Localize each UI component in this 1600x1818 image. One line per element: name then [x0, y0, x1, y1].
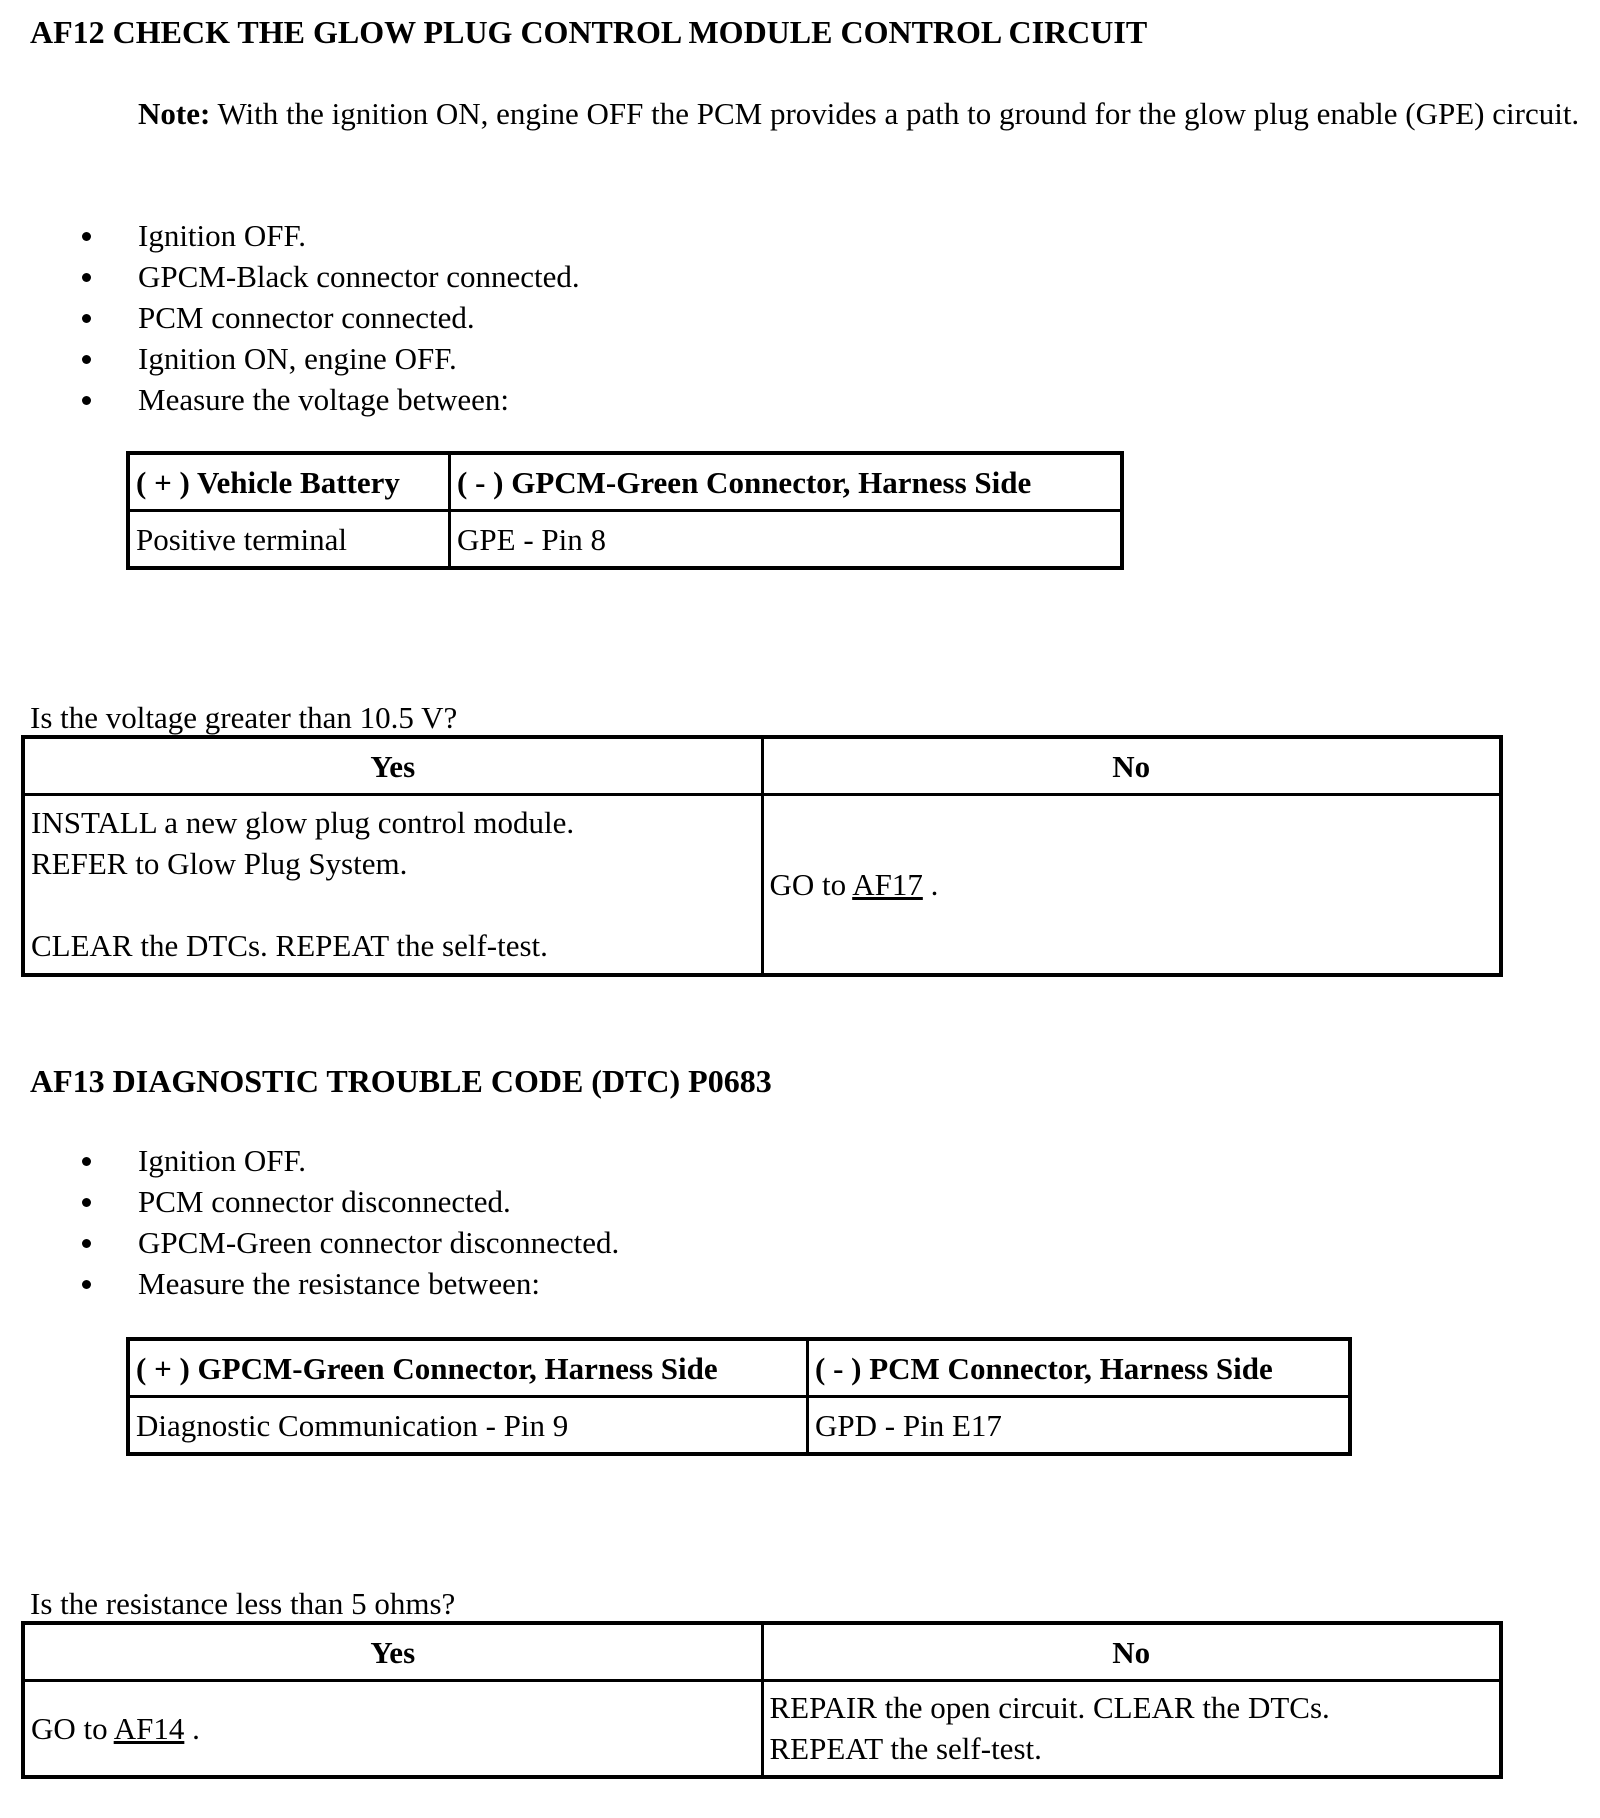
bullet-icon — [82, 396, 91, 405]
table-header-row — [128, 1339, 1350, 1397]
table-cell: Diagnostic Communication - Pin 9 — [128, 1397, 808, 1455]
table-row — [23, 795, 1501, 975]
list-item: Ignition OFF. — [0, 1140, 619, 1181]
list-item: Measure the voltage between: — [0, 379, 580, 420]
af13-bullet-list — [0, 1140, 619, 1304]
table-header-cell: ( + ) Vehicle Battery — [128, 453, 450, 511]
table-cell: GPD - Pin E17 — [808, 1397, 1351, 1455]
list-item: Ignition ON, engine OFF. — [0, 338, 580, 379]
af12-question: Is the voltage greater than 10.5 V? — [30, 700, 458, 735]
bullet-icon — [82, 1157, 91, 1166]
list-item: Ignition OFF. — [0, 215, 580, 256]
yes-cell: INSTALL a new glow plug control module. REFER to Glow Plug System. CLEAR the DTCs. REPEAT the self-test. — [23, 795, 762, 975]
table-header-row — [23, 737, 1501, 795]
yes-cell: GO to AF14 . — [23, 1681, 762, 1777]
af13-question: Is the resistance less than 5 ohms? — [30, 1586, 456, 1621]
af12-note — [138, 93, 1588, 134]
bullet-icon — [82, 314, 91, 323]
list-item: PCM connector disconnected. — [0, 1181, 619, 1222]
bullet-icon — [82, 1239, 91, 1248]
no-header: No — [762, 1623, 1501, 1681]
af13-measure-table — [126, 1337, 1352, 1456]
table-row — [128, 1397, 1350, 1455]
table-header-cell: ( - ) PCM Connector, Harness Side — [808, 1339, 1351, 1397]
af12-title: AF12 CHECK THE GLOW PLUG CONTROL MODULE CONTROL CIRCUIT — [30, 14, 1148, 50]
yes-header: Yes — [23, 737, 762, 795]
table-header-row — [128, 453, 1122, 511]
note-label: Note: — [138, 96, 211, 131]
table-row — [128, 511, 1122, 569]
af12-result-table — [21, 735, 1503, 977]
no-cell: REPAIR the open circuit. CLEAR the DTCs. REPEAT the self-test. — [762, 1681, 1501, 1777]
list-item: Measure the resistance between: — [0, 1263, 619, 1304]
bullet-icon — [82, 273, 91, 282]
bullet-icon — [82, 232, 91, 241]
af13-title: AF13 DIAGNOSTIC TROUBLE CODE (DTC) P0683 — [30, 1063, 772, 1099]
af12-bullet-list — [0, 215, 580, 420]
yes-header: Yes — [23, 1623, 762, 1681]
table-cell: GPE - Pin 8 — [450, 511, 1123, 569]
list-item: GPCM-Black connector connected. — [0, 256, 580, 297]
list-item: GPCM-Green connector disconnected. — [0, 1222, 619, 1263]
af14-link[interactable]: AF14 — [113, 1710, 185, 1746]
list-item: PCM connector connected. — [0, 297, 580, 338]
table-header-cell: ( + ) GPCM-Green Connector, Harness Side — [128, 1339, 808, 1397]
table-header-row — [23, 1623, 1501, 1681]
af12-measure-table — [126, 451, 1124, 570]
no-header: No — [762, 737, 1501, 795]
table-cell: Positive terminal — [128, 511, 450, 569]
af13-result-table — [21, 1621, 1503, 1779]
bullet-icon — [82, 1198, 91, 1207]
table-header-cell: ( - ) GPCM-Green Connector, Harness Side — [450, 453, 1123, 511]
note-text: With the ignition ON, engine OFF the PCM provides a path to ground for the glow plug enable (GPE) circuit. — [217, 96, 1580, 131]
bullet-icon — [82, 355, 91, 364]
table-row — [23, 1681, 1501, 1777]
no-cell: GO to AF17 . — [762, 795, 1501, 975]
af17-link[interactable]: AF17 — [852, 866, 923, 902]
bullet-icon — [82, 1280, 91, 1289]
